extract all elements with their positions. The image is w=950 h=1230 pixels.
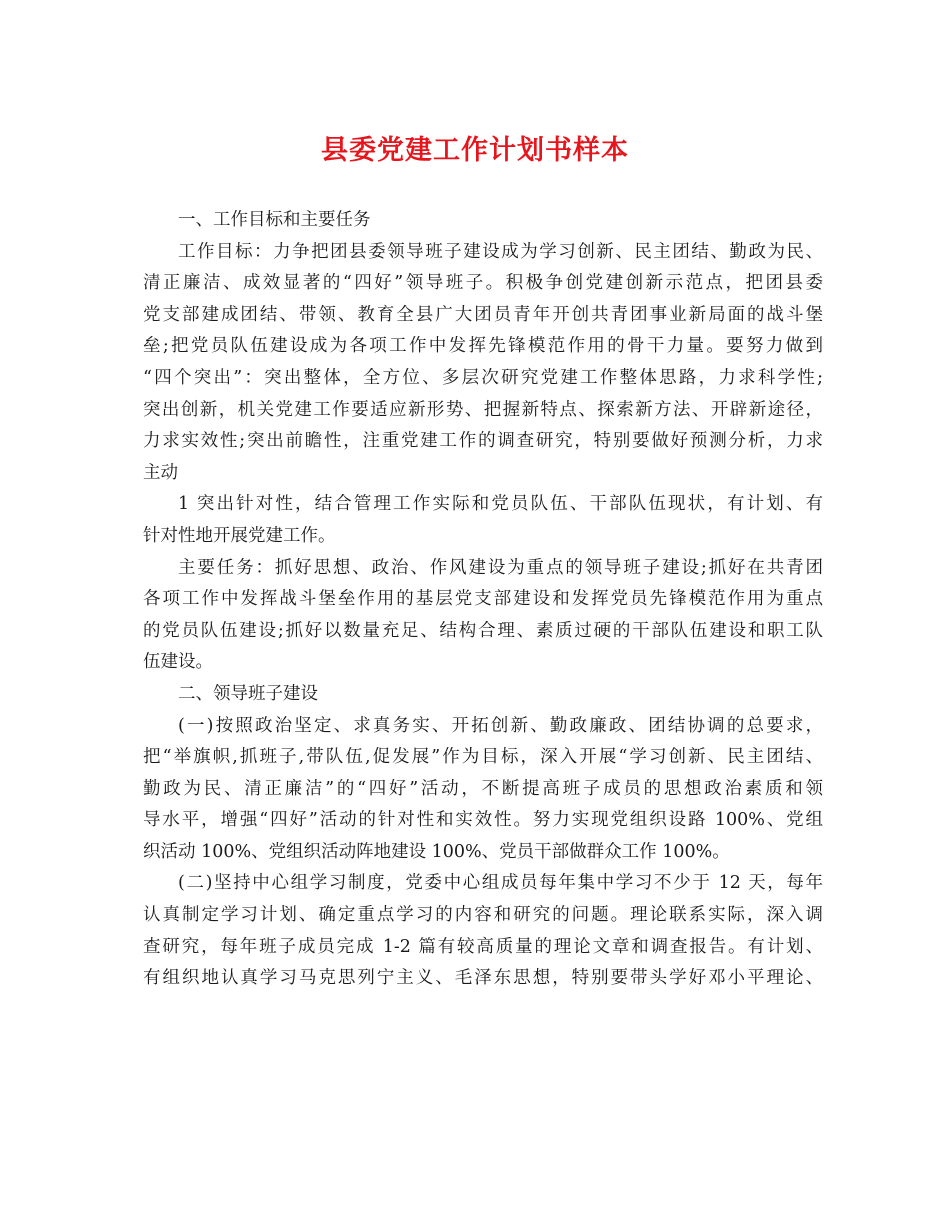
text-line: 主要任务：抓好思想、政治、作风建设为重点的领导班子建设;抓好在共青团: [178, 557, 823, 578]
text-line: 针对性地开展党建工作。: [143, 525, 336, 546]
text-line: 查研究，每年班子成员完成 1-2 篇有较高质量的理论文章和调查报告。有计划、: [143, 936, 823, 957]
text-line: “四个突出”：突出整体，全方位、多层次研究党建工作整体思路，力求科学性;: [143, 367, 823, 388]
text-line: 的党员队伍建设;抓好以数量充足、结构合理、素质过硬的干部队伍建设和职工队: [143, 620, 823, 641]
text-line: (一)按照政治坚定、求真务实、开拓创新、勤政廉政、团结协调的总要求，: [178, 715, 823, 736]
text-line: 有组织地认真学习马克思列宁主义、毛泽东思想，特别要带头学好邓小平理论、: [143, 968, 823, 989]
text-line: 导水平，增强“四好”活动的针对性和实效性。努力实现党组织设路 100%、党组: [143, 810, 823, 831]
text-line: 1 突出针对性，结合管理工作实际和党员队伍、干部队伍现状，有计划、有: [178, 494, 823, 515]
text-line: (二)坚持中心组学习制度，党委中心组成员每年集中学习不少于 12 天，每年: [178, 873, 823, 894]
text-line: 党支部建成团结、带领、教育全县广大团员青年开创共青团事业新局面的战斗堡: [143, 304, 823, 325]
text-line: 认真制定学习计划、确定重点学习的内容和研究的问题。理论联系实际，深入调: [143, 905, 823, 926]
text-line: 各项工作中发挥战斗堡垒作用的基层党支部建设和发挥党员先锋模范作用为重点: [143, 589, 823, 610]
text-line: 二、领导班子建设: [178, 683, 318, 704]
text-line: 主动: [143, 462, 178, 483]
text-line: 工作目标：力争把团县委领导班子建设成为学习创新、民主团结、勤政为民、: [178, 241, 823, 262]
document-title: 县委党建工作计划书样本: [321, 135, 629, 166]
text-line: 织活动 100%、党组织活动阵地建设 100%、党员干部做群众工作 100%。: [143, 841, 730, 862]
text-line: 把“举旗帜,抓班子,带队伍,促发展”作为目标，深入开展“学习创新、民主团结、: [143, 747, 823, 768]
text-line: 伍建设。: [143, 652, 213, 673]
text-line: 勤政为民、清正廉洁”的“四好”活动，不断提高班子成员的思想政治素质和领: [143, 778, 823, 799]
text-line: 突出创新，机关党建工作要适应新形势、把握新特点、探索新方法、开辟新途径，: [143, 399, 823, 420]
text-line: 一、工作目标和主要任务: [178, 210, 371, 230]
text-line: 力求实效性;突出前瞻性，注重党建工作的调查研究，特别要做好预测分析，力求: [143, 431, 823, 452]
text-line: 清正廉洁、成效显著的“四好”领导班子。积极争创党建创新示范点，把团县委: [143, 273, 823, 294]
document-body: [143, 205, 823, 995]
text-line: 垒;把党员队伍建设成为各项工作中发挥先锋模范作用的骨干力量。要努力做到: [143, 336, 823, 357]
